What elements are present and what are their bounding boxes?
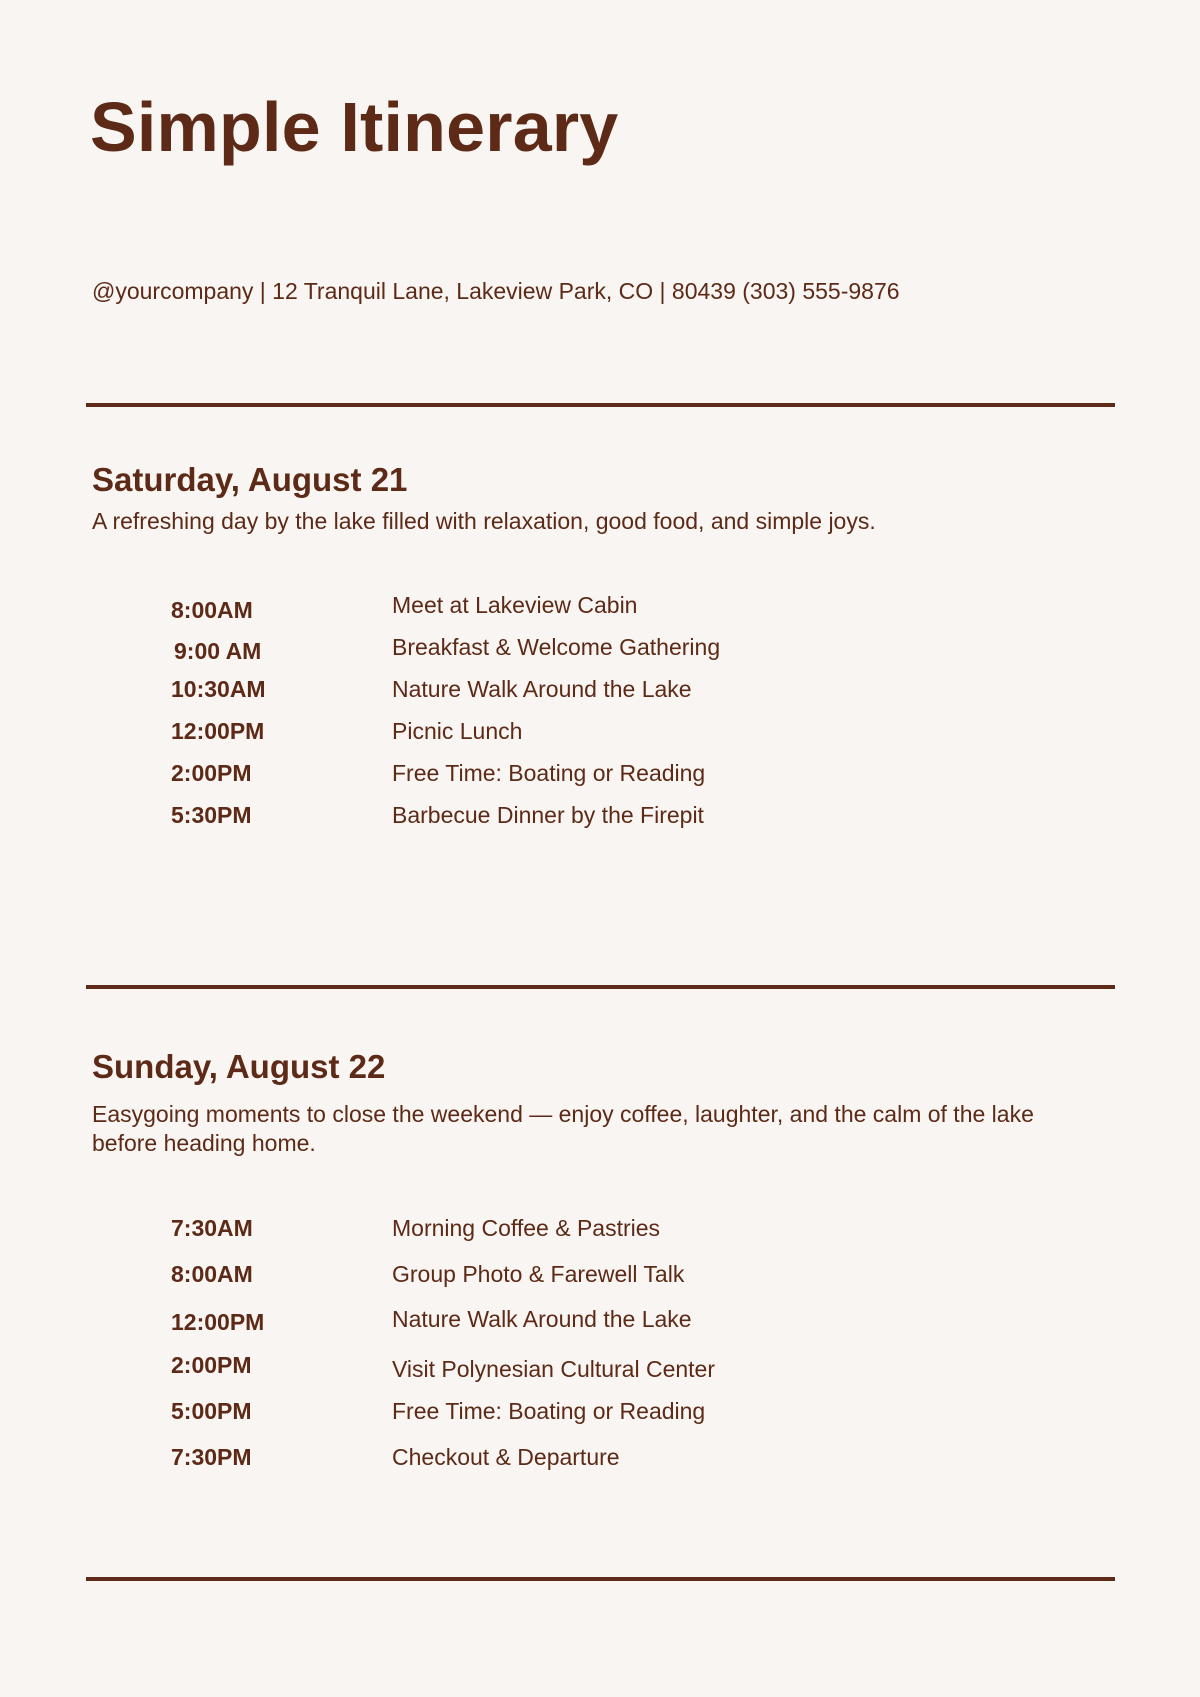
schedule-row	[92, 800, 992, 830]
day-section-sunday	[92, 1047, 1112, 1470]
schedule-time: 10:30AM	[171, 676, 266, 702]
divider	[86, 403, 1115, 407]
day-title: Sunday, August 22	[92, 1048, 386, 1085]
divider	[86, 1577, 1115, 1581]
day-title: Saturday, August 21	[92, 461, 408, 498]
schedule-row	[92, 590, 992, 623]
schedule-time: 9:00 AM	[174, 638, 262, 664]
schedule-time: 5:30PM	[171, 802, 252, 828]
schedule-time: 7:30AM	[171, 1215, 253, 1241]
schedule-time: 12:00PM	[171, 1309, 265, 1335]
schedule-row	[92, 1396, 992, 1426]
company-contact-line: @yourcompany | 12 Tranquil Lane, Lakeview Park, CO | 80439 (303) 555-9876	[92, 278, 900, 304]
schedule-activity: Free Time: Boating or Reading	[392, 760, 706, 786]
schedule-activity: Picnic Lunch	[392, 718, 523, 744]
schedule-row	[92, 1213, 992, 1243]
schedule-row	[92, 632, 992, 662]
schedule-row	[92, 1259, 992, 1289]
schedule-row	[92, 1442, 992, 1472]
schedule-activity: Nature Walk Around the Lake	[392, 676, 692, 702]
day-description: A refreshing day by the lake filled with relaxation, good food, and simple joys.	[92, 507, 876, 534]
schedule-row	[92, 1350, 992, 1380]
schedule-activity: Free Time: Boating or Reading	[392, 1398, 706, 1424]
schedule-row	[92, 1304, 992, 1334]
schedule-activity: Breakfast & Welcome Gathering	[392, 634, 721, 660]
page-title: Simple Itinerary	[90, 88, 619, 166]
schedule-time: 8:00AM	[171, 597, 253, 623]
schedule-activity: Nature Walk Around the Lake	[392, 1306, 692, 1332]
schedule-activity: Barbecue Dinner by the Firepit	[392, 802, 704, 828]
schedule-row	[92, 716, 992, 746]
schedule-time: 2:00PM	[171, 760, 252, 786]
schedule-time: 12:00PM	[171, 718, 265, 744]
schedule-activity: Checkout & Departure	[392, 1444, 620, 1470]
day-section-saturday	[92, 460, 1112, 828]
divider	[86, 985, 1115, 989]
schedule-activity: Morning Coffee & Pastries	[392, 1215, 661, 1241]
schedule-time: 8:00AM	[171, 1261, 253, 1287]
schedule-activity: Group Photo & Farewell Talk	[392, 1261, 685, 1287]
schedule-row	[92, 674, 992, 704]
schedule-activity: Meet at Lakeview Cabin	[392, 592, 638, 618]
schedule-row	[92, 758, 992, 788]
day-description: Easygoing moments to close the weekend — enjoy coffee, laughter, and the calm of the lake before heading home.	[92, 1100, 1034, 1156]
schedule-time: 5:00PM	[171, 1398, 252, 1424]
schedule-time: 2:00PM	[171, 1352, 252, 1378]
schedule-time: 7:30PM	[171, 1444, 252, 1470]
schedule-activity: Visit Polynesian Cultural Center	[392, 1356, 716, 1382]
